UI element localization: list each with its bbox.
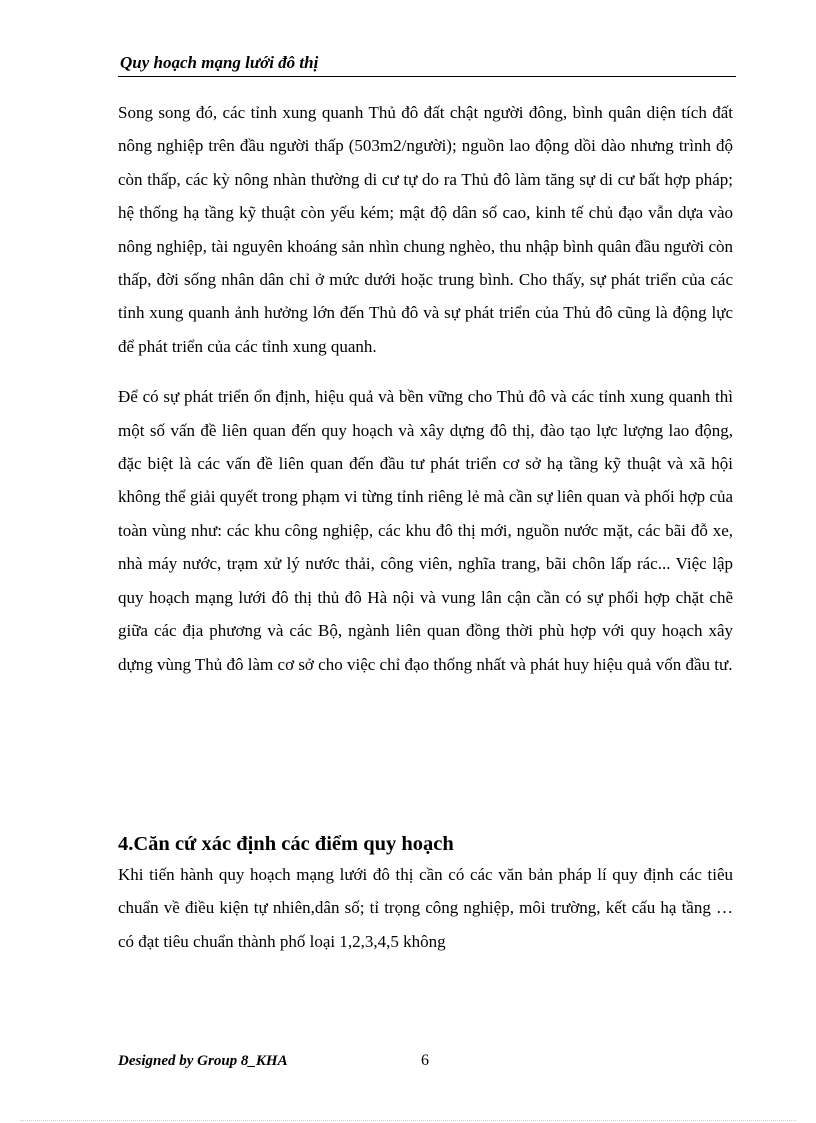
body-content: [118, 96, 733, 681]
paragraph-1: Song song đó, các tỉnh xung quanh Thủ đô đất chật người đông, bình quân diện tích đất nông nghiệp trên đầu người thấp (503m2/người); nguồn lao động dồi dào nhưng trình độ còn thấp, các kỳ nông nhàn thường di cư tự do ra Thủ đô làm tăng sự di cư bất hợp pháp; hệ thống hạ tầng kỹ thuật còn yếu kém; mật độ dân số cao, kinh tế chủ đạo vẫn dựa vào nông nghiệp, tài nguyên khoáng sản nhìn chung nghèo, thu nhập bình quân đầu người còn thấp, đời sống nhân dân chỉ ở mức dưới hoặc trung bình. Cho thấy, sự phát triển của các tỉnh xung quanh ảnh hưởng lớn đến Thủ đô và sự phát triển của Thủ đô cũng là động lực để phát triển của các tỉnh xung quanh.: [118, 103, 733, 356]
page-header: [118, 52, 736, 77]
paragraph-3: Khi tiến hành quy hoạch mạng lưới đô thị cần có các văn bản pháp lí quy định các tiêu chuẩn về điều kiện tự nhiên,dân số; tỉ trọng công nghiệp, môi trường, kết cấu hạ tầng … có đạt tiêu chuẩn thành phố loại 1,2,3,4,5 không: [118, 865, 733, 951]
paragraph-2: Để có sự phát triển ổn định, hiệu quả và bền vững cho Thủ đô và các tỉnh xung quanh thì một số vấn đề liên quan đến quy hoạch và xây dựng đô thị, đào tạo lực lượng lao động, đặc biệt là các vấn đề liên quan đến đầu tư phát triển cơ sở hạ tầng kỹ thuật và xã hội không thể giải quyết trong phạm vi từng tỉnh riêng lẻ mà cần sự liên quan và phối hợp của toàn vùng như: các khu công nghiệp, các khu đô thị mới, nguồn nước mặt, các bãi đỗ xe, nhà máy nước, trạm xử lý nước thải, công viên, nghĩa trang, bãi chôn lấp rác... Việc lập quy hoạch mạng lưới đô thị thủ đô Hà nội và vung lân cận cần có sự phối hợp chặt chẽ giữa các địa phương và các Bộ, ngành liên quan đồng thời phù hợp với quy hoạch xây dựng vùng Thủ đô làm cơ sở cho việc chỉ đạo thống nhất và phát huy hiệu quả vốn đầu tư.: [118, 387, 733, 674]
page-bottom-border: [20, 1120, 796, 1121]
section-heading: 4.Căn cứ xác định các điểm quy hoạch: [118, 833, 454, 855]
page-footer: [118, 1050, 736, 1072]
page-number: 6: [421, 1052, 429, 1069]
section-4: [118, 830, 733, 958]
header-rule: [118, 76, 736, 77]
footer-credit: Designed by Group 8_KHA: [118, 1053, 288, 1069]
header-title: Quy hoạch mạng lưới đô thị: [120, 53, 319, 72]
